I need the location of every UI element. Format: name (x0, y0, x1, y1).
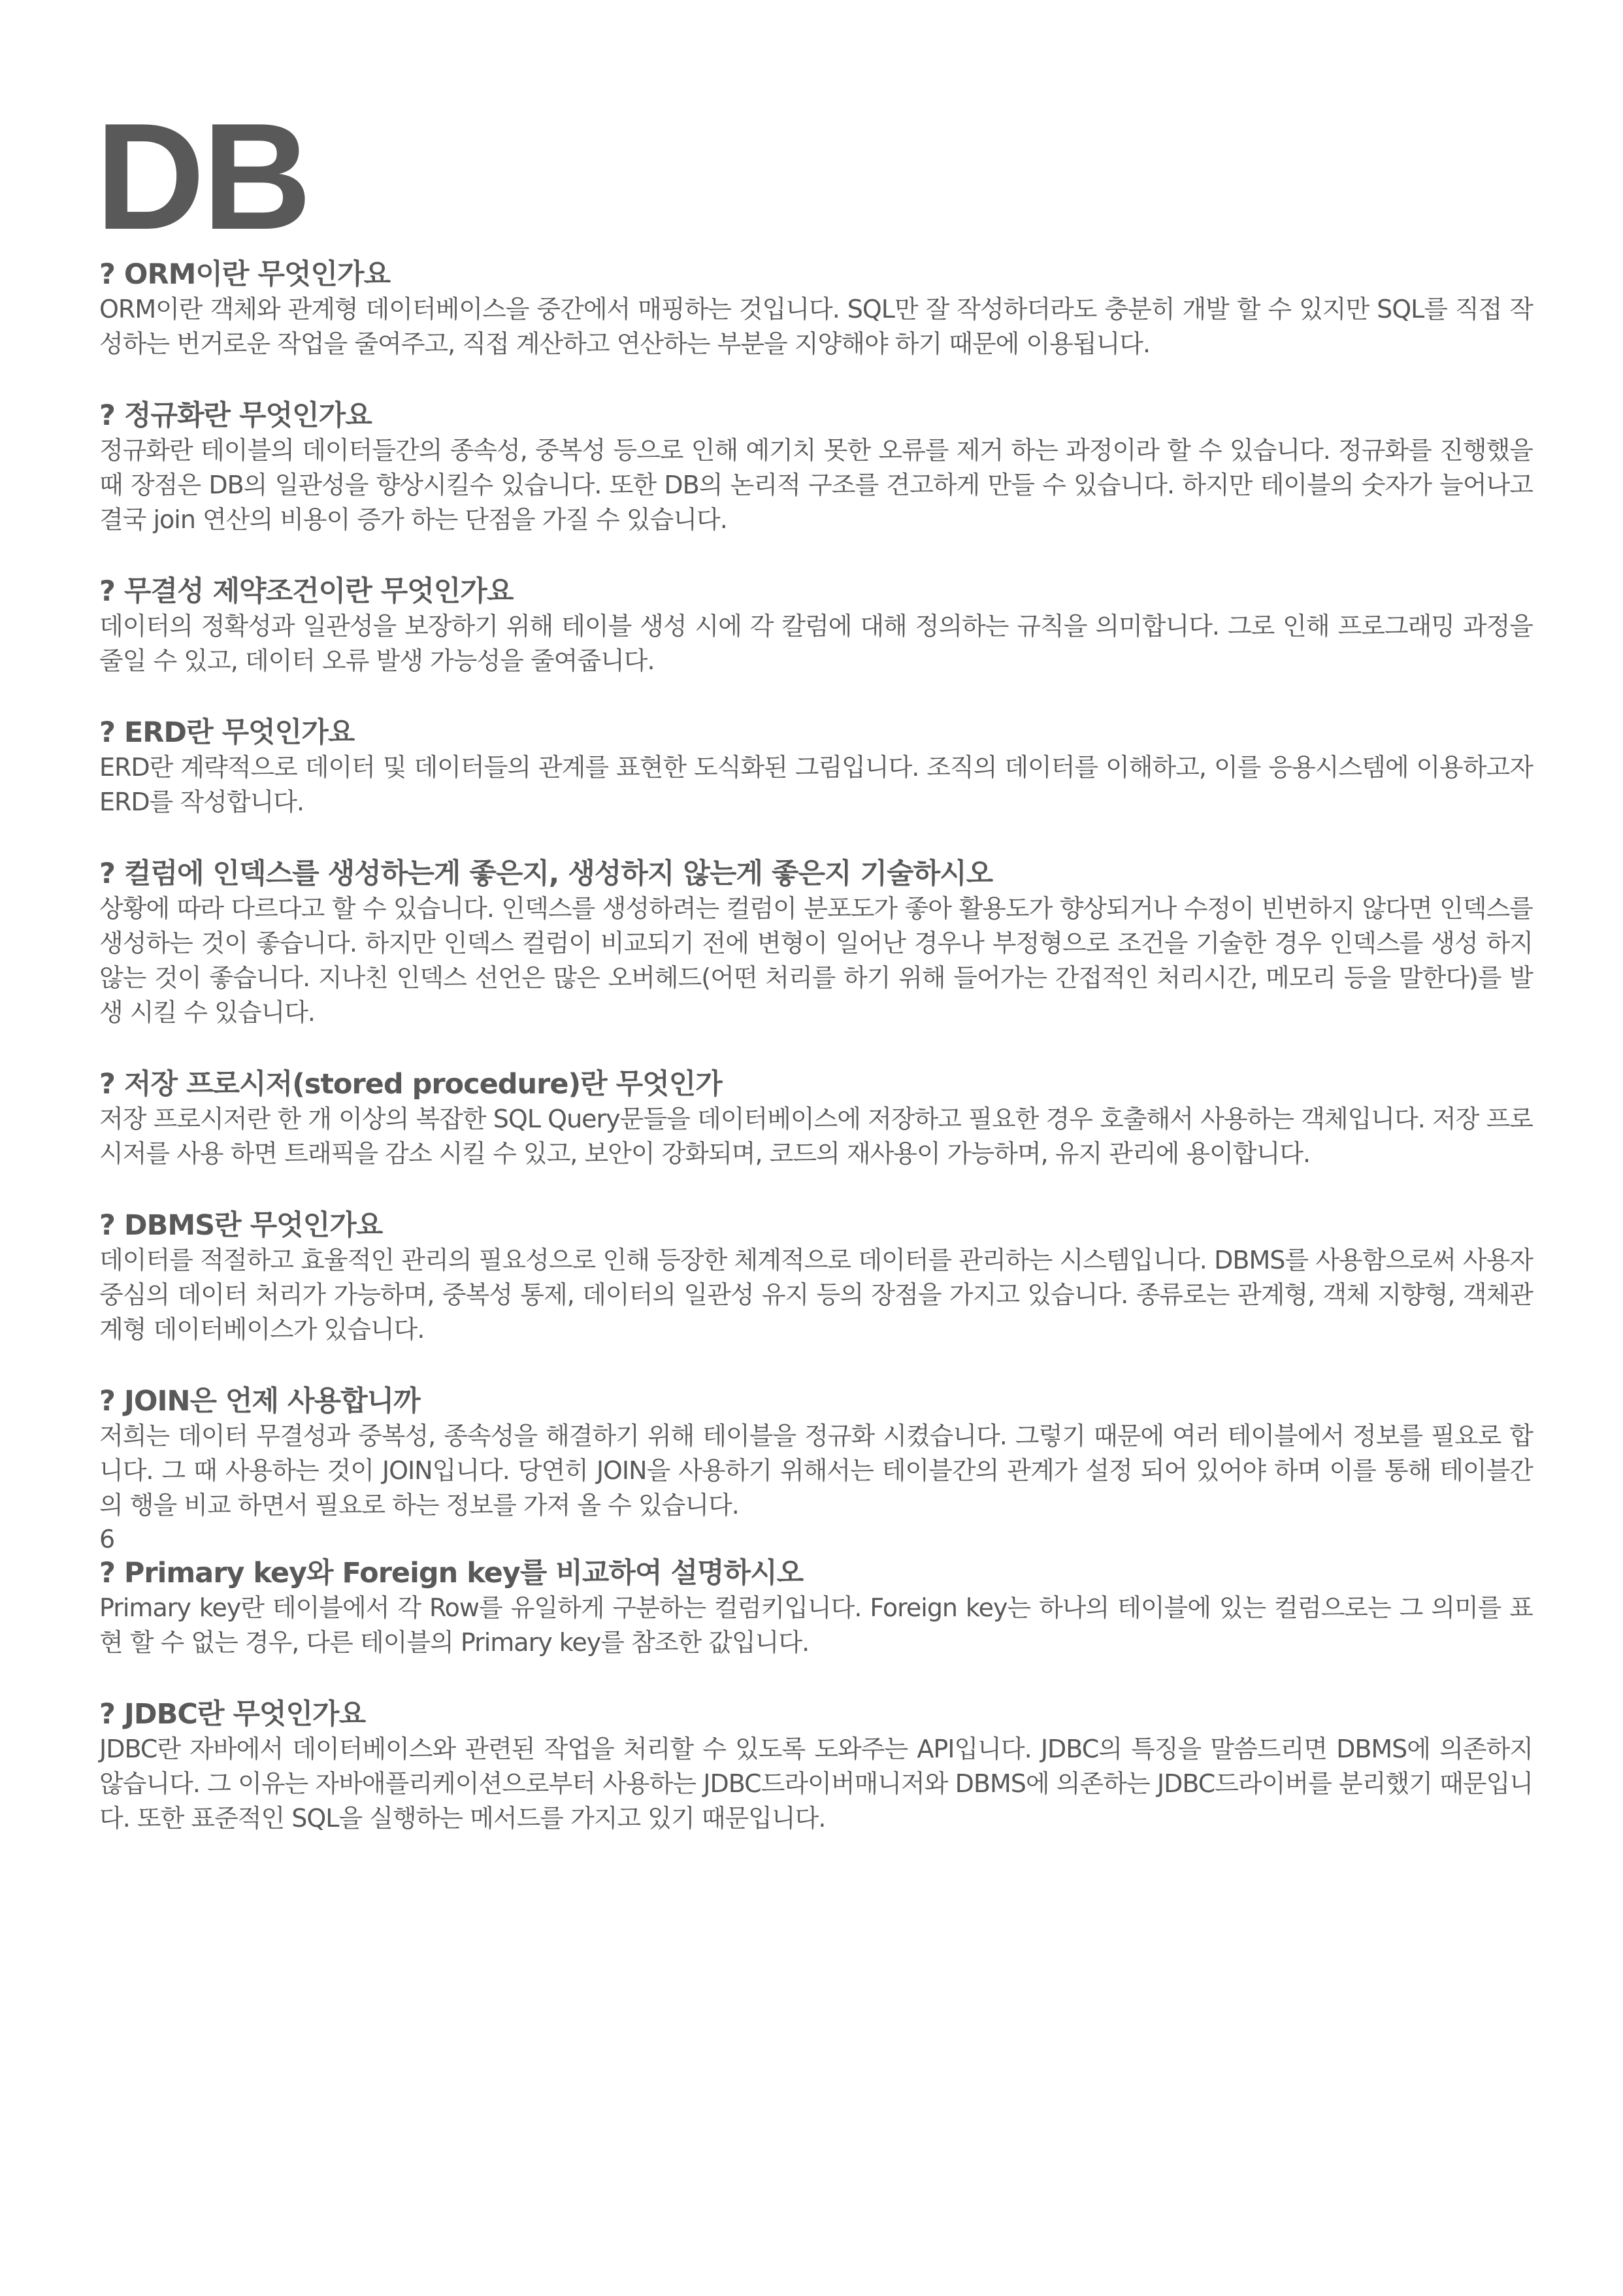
answer-text: 저희는 데이터 무결성과 중복성, 종속성을 해결하기 위해 테이블을 정규화 시켰습니다. 그렇기 때문에 여러 테이블에서 정보를 필요로 합니다. 그 때 사용하는 것이 JOIN입니다. 당연히 JOIN을 사용하기 위해서는 테이블간의 관계가 설정 되어 있어야 하며 이를 통해 테이블간의 행을 비교 하면서 필요로 하는 정보를 가져 올 수 있습니다. (99, 1422, 1533, 1520)
qa-section-jdbc (99, 1697, 1533, 1836)
qa-section-join (99, 1384, 1533, 1556)
question-heading: ? 정규화란 무엇인가요 (99, 399, 372, 432)
qa-section-integrity-constraint (99, 574, 1533, 678)
question-heading: ? JOIN은 언제 사용합니까 (99, 1385, 420, 1418)
question-heading: ? 컬럼에 인덱스를 생성하는게 좋은지, 생성하지 않는게 좋은지 기술하시오 (99, 857, 993, 890)
qa-section-keys (99, 1556, 1533, 1660)
answer-text: 상황에 따라 다르다고 할 수 있습니다. 인덱스를 생성하려는 컬럼이 분포도가 좋아 활용도가 향상되거나 수정이 빈번하지 않다면 인덱스를 생성하는 것이 좋습니다. 하지만 인덱스 컬럼이 비교되기 전에 변형이 일어난 경우나 부정형으로 조건을 기술한 경우 인덱스를 생성 하지 않는 것이 좋습니다. 지나친 인덱스 선언은 많은 오버헤드(어떤 처리를 하기 위해 들어가는 간접적인 처리시간, 메모리 등을 말한다)를 발생 시킬 수 있습니다. (99, 894, 1533, 1027)
answer-text: 데이터를 적절하고 효율적인 관리의 필요성으로 인해 등장한 체계적으로 데이터를 관리하는 시스템입니다. DBMS를 사용함으로써 사용자 중심의 데이터 처리가 가능하며, 중복성 통제, 데이터의 일관성 유지 등의 장점을 가지고 있습니다. 종류로는 관계형, 객체 지향형, 객체관계형 데이터베이스가 있습니다. (99, 1246, 1533, 1344)
question-heading: ? 무결성 제약조건이란 무엇인가요 (99, 575, 514, 608)
qa-section-index (99, 856, 1533, 1030)
question-heading: ? 저장 프로시저(stored procedure)란 무엇인가 (99, 1068, 722, 1101)
question-heading: ? JDBC란 무엇인가요 (99, 1698, 366, 1731)
answer-text: 저장 프로시저란 한 개 이상의 복잡한 SQL Query문들을 데이터베이스에 저장하고 필요한 경우 호출해서 사용하는 객체입니다. 저장 프로시저를 사용 하면 트래픽을 감소 시킬 수 있고, 보안이 강화되며, 코드의 재사용이 가능하며, 유지 관리에 용이합니다. (99, 1105, 1533, 1168)
answer-text: JDBC란 자바에서 데이터베이스와 관련된 작업을 처리할 수 있도록 도와주는 API입니다. JDBC의 특징을 말씀드리면 DBMS에 의존하지 않습니다. 그 이유는 자바애플리케이션으로부터 사용하는 JDBC드라이버매니저와 DBMS에 의존하는 JDBC드라이버를 분리했기 때문입니다. 또한 표준적인 SQL을 실행하는 메서드를 가지고 있기 때문입니다. (99, 1735, 1533, 1833)
answer-text: Primary key란 테이블에서 각 Row를 유일하게 구분하는 컬럼키입니다. Foreign key는 하나의 테이블에 있는 컬럼으로는 그 의미를 표현 할 수 없는 경우, 다른 테이블의 Primary key를 참조한 값입니다. (99, 1593, 1533, 1657)
question-heading: ? Primary key와 Foreign key를 비교하여 설명하시오 (99, 1557, 804, 1589)
qa-section-orm (99, 257, 1533, 361)
answer-text: ERD란 계략적으로 데이터 및 데이터들의 관계를 표현한 도식화된 그림입니다. 조직의 데이터를 이해하고, 이를 응용시스템에 이용하고자 ERD를 작성합니다. (99, 753, 1533, 816)
qa-section-erd (99, 715, 1533, 820)
answer-text: ORM이란 객체와 관계형 데이터베이스을 중간에서 매핑하는 것입니다. SQL만 잘 작성하더라도 충분히 개발 할 수 있지만 SQL를 직접 작성하는 번거로운 작업을 줄여주고, 직접 계산하고 연산하는 부분을 지양해야 하기 때문에 이용됩니다. (99, 295, 1533, 358)
page-number: 6 (99, 1525, 116, 1554)
qa-section-normalization (99, 398, 1533, 537)
qa-section-dbms (99, 1208, 1533, 1347)
answer-text: 정규화란 테이블의 데이터들간의 종속성, 중복성 등으로 인해 예기치 못한 오류를 제거 하는 과정이라 할 수 있습니다. 정규화를 진행했을 때 장점은 DB의 일관성을 향상시킬수 있습니다. 또한 DB의 논리적 구조를 견고하게 만들 수 있습니다. 하지만 테이블의 숫자가 늘어나고 결국 join 연산의 비용이 증가 하는 단점을 가질 수 있습니다. (99, 436, 1533, 534)
question-heading: ? ERD란 무엇인가요 (99, 716, 355, 749)
question-heading: ? DBMS란 무엇인가요 (99, 1209, 383, 1242)
answer-text: 데이터의 정확성과 일관성을 보장하기 위해 테이블 생성 시에 각 칼럼에 대해 정의하는 규칙을 의미합니다. 그로 인해 프로그래밍 과정을 줄일 수 있고, 데이터 오류 발생 가능성을 줄여줍니다. (99, 612, 1533, 675)
document-page (95, 92, 1533, 1836)
document-title: DB (95, 92, 310, 261)
qa-section-stored-procedure (99, 1067, 1533, 1171)
question-heading: ? ORM이란 무엇인가요 (99, 258, 391, 291)
